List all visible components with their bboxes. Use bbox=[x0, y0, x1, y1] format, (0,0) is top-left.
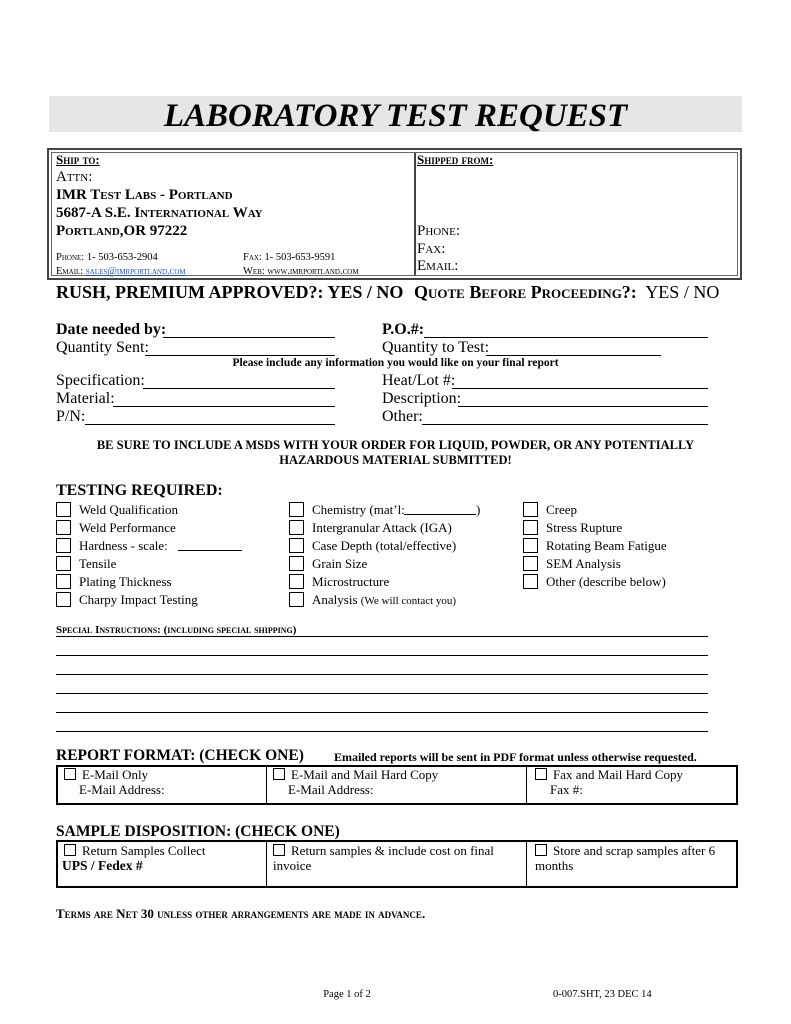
checkbox-store-scrap[interactable] bbox=[535, 844, 547, 856]
report-format-divider-2 bbox=[526, 767, 527, 803]
special-instructions-line-1[interactable] bbox=[56, 636, 708, 637]
other-field[interactable] bbox=[422, 424, 708, 425]
test-other: Other (describe below) bbox=[546, 574, 666, 589]
ship-to-phone: Phone: 1- 503-653-2904 bbox=[56, 252, 158, 263]
sample-disposition-divider-1 bbox=[266, 842, 267, 886]
sample-disposition-divider-2 bbox=[526, 842, 527, 886]
report-email-only-address: E-Mail Address: bbox=[79, 782, 165, 797]
checkbox-return-collect[interactable] bbox=[64, 844, 76, 856]
rush-label: RUSH, PREMIUM APPROVED?: YES / NO bbox=[56, 282, 404, 302]
test-chemistry: Chemistry (mat’l: bbox=[312, 502, 405, 517]
quote-approval bbox=[414, 282, 719, 303]
disposition-return-collect-label: Return Samples Collect bbox=[82, 843, 206, 858]
shipped-from-fax: Fax: bbox=[417, 241, 446, 257]
test-tensile: Tensile bbox=[79, 556, 117, 571]
report-option-email-only[interactable] bbox=[64, 767, 148, 783]
ship-to-company: IMR Test Labs - Portland bbox=[56, 187, 233, 203]
test-sem-analysis: SEM Analysis bbox=[546, 556, 621, 571]
ship-to-street: 5687-A S.E. International Way bbox=[56, 205, 263, 221]
disposition-ups-fedex: UPS / Fedex # bbox=[62, 858, 143, 873]
report-option-fax-mail-label: Fax and Mail Hard Copy bbox=[553, 767, 683, 782]
disposition-store-scrap[interactable] bbox=[535, 843, 715, 859]
shipped-from-phone: Phone: bbox=[417, 223, 461, 239]
pn-field[interactable] bbox=[85, 424, 335, 425]
material-field[interactable] bbox=[113, 406, 335, 407]
checkbox-case-depth[interactable] bbox=[289, 538, 304, 553]
report-format-divider-1 bbox=[266, 767, 267, 803]
report-option-email-mail-label: E-Mail and Mail Hard Copy bbox=[291, 767, 439, 782]
disposition-return-include-cost-cont: invoice bbox=[273, 858, 312, 873]
disposition-store-scrap-label: Store and scrap samples after 6 bbox=[553, 843, 716, 858]
test-weld-qualification: Weld Qualification bbox=[79, 502, 178, 517]
ship-to-email-link[interactable]: sales@imrportland.com bbox=[85, 266, 186, 277]
test-grain-size: Grain Size bbox=[312, 556, 368, 571]
document-id: 0-007.SHT, 23 DEC 14 bbox=[553, 989, 652, 1000]
chemistry-material-field[interactable] bbox=[404, 514, 476, 515]
po-field[interactable] bbox=[424, 337, 708, 338]
checkbox-other[interactable] bbox=[523, 574, 538, 589]
specification-label: Specification: bbox=[56, 372, 145, 389]
shipping-divider bbox=[414, 153, 416, 275]
description-field[interactable] bbox=[458, 406, 708, 407]
specification-field[interactable] bbox=[143, 388, 335, 389]
checkbox-fax-mail[interactable] bbox=[535, 768, 547, 780]
test-microstructure: Microstructure bbox=[312, 574, 390, 589]
quote-options[interactable]: YES / NO bbox=[645, 282, 720, 302]
checkbox-creep[interactable] bbox=[523, 502, 538, 517]
ship-to-attn: Attn: bbox=[56, 169, 93, 185]
heat-lot-field[interactable] bbox=[452, 388, 708, 389]
test-analysis-label: Analysis bbox=[312, 592, 358, 607]
hardness-scale-field[interactable] bbox=[178, 550, 242, 551]
test-creep: Creep bbox=[546, 502, 578, 517]
checkbox-analysis[interactable] bbox=[289, 592, 304, 607]
report-fax-number: Fax #: bbox=[550, 782, 583, 797]
test-hardness: Hardness - scale: bbox=[79, 538, 168, 553]
other-label: Other: bbox=[382, 408, 423, 425]
report-format-note: Emailed reports will be sent in PDF format unless otherwise requested. bbox=[334, 750, 697, 764]
report-option-email-mail[interactable] bbox=[273, 767, 438, 783]
checkbox-hardness[interactable] bbox=[56, 538, 71, 553]
description-label: Description: bbox=[382, 390, 462, 407]
checkbox-plating-thickness[interactable] bbox=[56, 574, 71, 589]
report-info-note: Please include any information you would like on your final report bbox=[232, 357, 559, 369]
disposition-return-include-cost-label: Return samples & include cost on final bbox=[291, 843, 494, 858]
checkbox-email-mail[interactable] bbox=[273, 768, 285, 780]
pn-label: P/N: bbox=[56, 408, 86, 425]
date-needed-label: Date needed by: bbox=[56, 321, 167, 338]
checkbox-iga[interactable] bbox=[289, 520, 304, 535]
report-option-email-only-label: E-Mail Only bbox=[82, 767, 149, 782]
test-iga: Intergranular Attack (IGA) bbox=[312, 520, 452, 535]
page-number: Page 1 of 2 bbox=[323, 989, 371, 1000]
ship-to-web: Web: www.imrportland.com bbox=[243, 266, 359, 277]
report-email-mail-address: E-Mail Address: bbox=[288, 782, 374, 797]
test-plating-thickness: Plating Thickness bbox=[79, 574, 172, 589]
special-instructions-line-2[interactable] bbox=[56, 655, 708, 656]
date-needed-field[interactable] bbox=[163, 337, 335, 338]
qty-test-label: Quantity to Test: bbox=[382, 339, 490, 356]
test-analysis bbox=[312, 592, 456, 608]
special-instructions-line-6[interactable] bbox=[56, 731, 708, 732]
test-charpy: Charpy Impact Testing bbox=[79, 592, 198, 607]
checkbox-charpy[interactable] bbox=[56, 592, 71, 607]
ship-to-email bbox=[56, 266, 186, 277]
special-instructions-line-4[interactable] bbox=[56, 693, 708, 694]
qty-sent-field[interactable] bbox=[145, 355, 335, 356]
test-case-depth: Case Depth (total/effective) bbox=[312, 538, 457, 553]
checkbox-grain-size[interactable] bbox=[289, 556, 304, 571]
ship-to-email-label: Email: bbox=[56, 266, 84, 277]
test-weld-performance: Weld Performance bbox=[79, 520, 176, 535]
test-stress-rupture: Stress Rupture bbox=[546, 520, 623, 535]
ship-to-heading: Ship to: bbox=[56, 152, 100, 167]
po-label: P.O.#: bbox=[382, 321, 425, 338]
quote-label: Quote Before Proceeding?: bbox=[414, 282, 637, 302]
report-option-fax-mail[interactable] bbox=[535, 767, 683, 783]
disposition-return-collect[interactable] bbox=[64, 843, 205, 859]
disposition-store-scrap-cont: months bbox=[535, 858, 574, 873]
page-title: LABORATORY TEST REQUEST bbox=[49, 96, 742, 132]
report-format-heading: REPORT FORMAT: (CHECK ONE) bbox=[56, 747, 304, 764]
shipped-from-email: Email: bbox=[417, 258, 459, 274]
sample-disposition-heading: SAMPLE DISPOSITION: (CHECK ONE) bbox=[56, 823, 340, 840]
checkbox-stress-rupture[interactable] bbox=[523, 520, 538, 535]
checkbox-microstructure[interactable] bbox=[289, 574, 304, 589]
ship-to-fax: Fax: 1- 503-653-9591 bbox=[243, 252, 336, 263]
qty-sent-label: Quantity Sent: bbox=[56, 339, 149, 356]
ship-to-city: Portland,OR 97222 bbox=[56, 223, 188, 239]
testing-heading: TESTING REQUIRED: bbox=[56, 482, 223, 499]
checkbox-weld-performance[interactable] bbox=[56, 520, 71, 535]
payment-terms: Terms are Net 30 unless other arrangements are made in advance. bbox=[56, 906, 426, 921]
checkbox-weld-qualification[interactable] bbox=[56, 502, 71, 517]
shipped-from-heading: Shipped from: bbox=[417, 152, 494, 167]
heat-lot-label: Heat/Lot #: bbox=[382, 372, 456, 389]
chemistry-close-paren: ) bbox=[476, 502, 481, 517]
checkbox-email-only[interactable] bbox=[64, 768, 76, 780]
disposition-return-include-cost[interactable] bbox=[273, 843, 494, 859]
msds-warning-line-2: HAZARDOUS MATERIAL SUBMITTED! bbox=[279, 453, 512, 467]
checkbox-rotating-beam-fatigue[interactable] bbox=[523, 538, 538, 553]
qty-test-field[interactable] bbox=[486, 355, 661, 356]
test-rotating-beam-fatigue: Rotating Beam Fatigue bbox=[546, 538, 667, 553]
checkbox-return-include-cost[interactable] bbox=[273, 844, 285, 856]
checkbox-chemistry[interactable] bbox=[289, 502, 304, 517]
checkbox-tensile[interactable] bbox=[56, 556, 71, 571]
rush-approval bbox=[56, 282, 403, 303]
material-label: Material: bbox=[56, 390, 115, 407]
special-instructions-line-5[interactable] bbox=[56, 712, 708, 713]
special-instructions-label: Special Instructions: (including special shipping) bbox=[56, 624, 297, 636]
test-analysis-note: (We will contact you) bbox=[360, 595, 457, 607]
checkbox-sem-analysis[interactable] bbox=[523, 556, 538, 571]
msds-warning-line-1: BE SURE TO INCLUDE A MSDS WITH YOUR ORDER FOR LIQUID, POWDER, OR ANY POTENTIALLY bbox=[96, 438, 695, 452]
special-instructions-line-3[interactable] bbox=[56, 674, 708, 675]
